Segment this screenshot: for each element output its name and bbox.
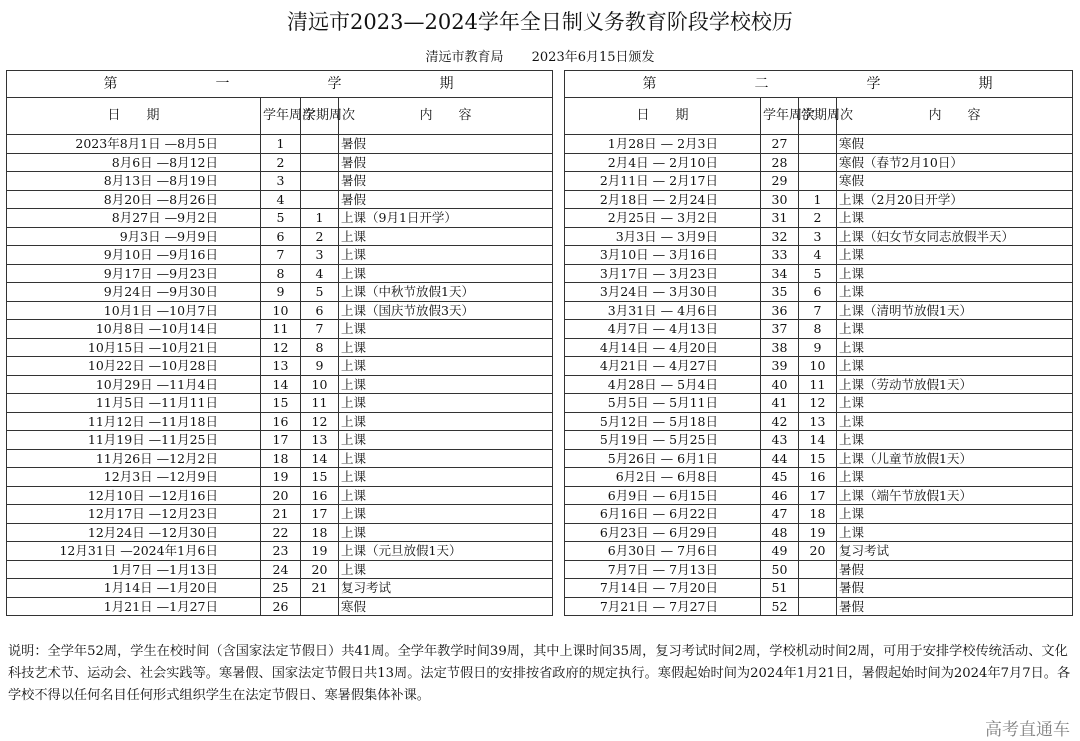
week-content: 上课 [837,357,1073,376]
table-row [7,264,553,283]
week-date-range: 11月26日 —12月2日 [7,449,261,468]
week-date-range: 8月13日 —8月19日 [7,172,261,191]
week-date-range: 4月14日 — 4月20日 [565,338,761,357]
term-week: 15 [301,468,339,487]
year-week: 31 [761,209,799,228]
year-week: 12 [261,338,301,357]
week-date-range: 2月25日 — 3月2日 [565,209,761,228]
table-row [565,283,1073,302]
week-content: 上课（清明节放假1天） [837,301,1073,320]
table-row [7,523,553,542]
week-date-range: 12月17日 —12月23日 [7,505,261,524]
year-week: 27 [761,135,799,154]
year-week: 37 [761,320,799,339]
term-week [799,135,837,154]
week-content: 上课 [339,375,553,394]
week-content: 上课 [339,505,553,524]
year-week: 49 [761,542,799,561]
year-week: 6 [261,227,301,246]
table-row [565,338,1073,357]
week-content: 上课（2月20日开学） [837,190,1073,209]
table-row [7,394,553,413]
week-content: 上课 [339,431,553,450]
week-date-range: 12月3日 —12月9日 [7,468,261,487]
week-content: 上课（妇女节女同志放假半天） [837,227,1073,246]
header-date: 日 期 [565,98,761,135]
week-content: 复习考试 [339,579,553,598]
term-week: 11 [301,394,339,413]
semester2-table [564,70,1073,616]
term-week: 15 [799,449,837,468]
table-row [565,135,1073,154]
table-row [7,579,553,598]
year-week: 46 [761,486,799,505]
year-week: 32 [761,227,799,246]
week-date-range: 11月5日 —11月11日 [7,394,261,413]
week-date-range: 6月23日 — 6月29日 [565,523,761,542]
term-week [799,172,837,191]
week-date-range: 3月24日 — 3月30日 [565,283,761,302]
table-row [7,153,553,172]
week-content: 上课 [339,412,553,431]
year-week: 7 [261,246,301,265]
table-row [565,394,1073,413]
week-content: 上课 [339,246,553,265]
issue-date: 2023年6月15日颁发 [531,50,655,65]
table-row [7,190,553,209]
table-row [565,431,1073,450]
term-week: 6 [301,301,339,320]
year-week: 4 [261,190,301,209]
year-week: 21 [261,505,301,524]
term-week: 17 [301,505,339,524]
year-week: 41 [761,394,799,413]
semester1-title: 第 一 学 期 [7,71,553,98]
term-week: 3 [301,246,339,265]
issue-info [0,46,1080,65]
term-week [301,153,339,172]
week-content: 上课 [339,227,553,246]
table-row [565,190,1073,209]
year-week: 34 [761,264,799,283]
table-row [7,246,553,265]
table-row [565,412,1073,431]
watermark: 高考直通车 [985,720,1070,740]
week-content: 暑假 [339,153,553,172]
term-week: 8 [799,320,837,339]
week-date-range: 3月31日 — 4月6日 [565,301,761,320]
week-date-range: 10月29日 —11月4日 [7,375,261,394]
table-row [7,357,553,376]
table-row [565,209,1073,228]
week-date-range: 9月17日 —9月23日 [7,264,261,283]
week-content: 上课 [339,394,553,413]
table-row [565,449,1073,468]
week-date-range: 2023年8月1日 —8月5日 [7,135,261,154]
week-content: 上课 [339,523,553,542]
term-week: 4 [799,246,837,265]
week-content: 上课 [339,357,553,376]
week-date-range: 6月30日 — 7月6日 [565,542,761,561]
year-week: 33 [761,246,799,265]
week-content: 上课 [339,560,553,579]
year-week: 30 [761,190,799,209]
table-row [565,375,1073,394]
term-week: 9 [301,357,339,376]
week-content: 暑假 [837,560,1073,579]
week-content: 寒假（春节2月10日） [837,153,1073,172]
week-content: 上课 [837,264,1073,283]
year-week: 47 [761,505,799,524]
table-row [565,227,1073,246]
term-week: 7 [301,320,339,339]
table-row [565,486,1073,505]
issuer: 清远市教育局 [425,50,504,65]
week-date-range: 10月1日 —10月7日 [7,301,261,320]
week-content: 暑假 [837,579,1073,598]
year-week: 26 [261,597,301,616]
table-row [565,597,1073,616]
week-content: 上课 [837,468,1073,487]
term-week: 14 [301,449,339,468]
week-content: 上课（元旦放假1天） [339,542,553,561]
week-content: 寒假 [837,135,1073,154]
week-date-range: 5月26日 — 6月1日 [565,449,761,468]
year-week: 50 [761,560,799,579]
week-content: 上课 [339,338,553,357]
term-week: 18 [301,523,339,542]
week-date-range: 1月21日 —1月27日 [7,597,261,616]
table-row [7,468,553,487]
week-content: 上课 [837,505,1073,524]
page-title: 清远市2023—2024学年全日制义务教育阶段学校校历 [287,10,793,34]
week-content: 上课（劳动节放假1天） [837,375,1073,394]
year-week: 35 [761,283,799,302]
week-content: 上课 [837,246,1073,265]
week-content: 上课 [837,431,1073,450]
week-content: 上课（儿童节放假1天） [837,449,1073,468]
year-week: 5 [261,209,301,228]
term-week: 4 [301,264,339,283]
term-week: 21 [301,579,339,598]
table-row [7,283,553,302]
week-content: 上课（9月1日开学） [339,209,553,228]
week-date-range: 3月10日 — 3月16日 [565,246,761,265]
week-date-range: 5月12日 — 5月18日 [565,412,761,431]
week-content: 上课 [339,264,553,283]
week-content: 暑假 [339,190,553,209]
week-content: 上课 [837,320,1073,339]
table-row [7,412,553,431]
year-week: 8 [261,264,301,283]
term-week: 5 [799,264,837,283]
term-week: 10 [301,375,339,394]
table-row [7,597,553,616]
week-content: 上课 [837,412,1073,431]
term-week: 18 [799,505,837,524]
table-row [7,135,553,154]
term-week: 8 [301,338,339,357]
week-date-range: 3月3日 — 3月9日 [565,227,761,246]
table-row [7,172,553,191]
week-date-range: 6月9日 — 6月15日 [565,486,761,505]
term-week: 20 [799,542,837,561]
year-week: 39 [761,357,799,376]
table-row [565,264,1073,283]
week-date-range: 6月2日 — 6月8日 [565,468,761,487]
week-content: 寒假 [339,597,553,616]
term-week: 9 [799,338,837,357]
year-week: 24 [261,560,301,579]
week-date-range: 12月24日 —12月30日 [7,523,261,542]
year-week: 10 [261,301,301,320]
week-date-range: 4月21日 — 4月27日 [565,357,761,376]
year-week: 14 [261,375,301,394]
week-date-range: 2月18日 — 2月24日 [565,190,761,209]
year-week: 44 [761,449,799,468]
term-week [301,172,339,191]
term-week: 14 [799,431,837,450]
table-row [565,357,1073,376]
year-week: 48 [761,523,799,542]
year-week: 51 [761,579,799,598]
term-week: 19 [301,542,339,561]
year-week: 29 [761,172,799,191]
week-date-range: 4月28日 — 5月4日 [565,375,761,394]
week-date-range: 2月4日 — 2月10日 [565,153,761,172]
term-week: 13 [799,412,837,431]
week-content: 暑假 [339,135,553,154]
year-week: 52 [761,597,799,616]
term-week: 20 [301,560,339,579]
week-date-range: 1月7日 —1月13日 [7,560,261,579]
year-week: 19 [261,468,301,487]
year-week: 42 [761,412,799,431]
table-row [565,320,1073,339]
term-week: 12 [799,394,837,413]
term-week: 12 [301,412,339,431]
term-week: 11 [799,375,837,394]
table-row [565,468,1073,487]
header-year-week: 学年周次 [261,98,301,135]
week-content: 上课 [837,209,1073,228]
week-date-range: 2月11日 — 2月17日 [565,172,761,191]
week-date-range: 7月7日 — 7月13日 [565,560,761,579]
week-content: 寒假 [837,172,1073,191]
table-row [7,301,553,320]
week-content: 上课 [837,283,1073,302]
table-row [7,486,553,505]
term-week: 1 [301,209,339,228]
week-date-range: 11月19日 —11月25日 [7,431,261,450]
term-week [799,597,837,616]
year-week: 13 [261,357,301,376]
year-week: 22 [261,523,301,542]
year-week: 11 [261,320,301,339]
table-row [7,227,553,246]
week-content: 上课 [837,523,1073,542]
week-date-range: 8月20日 —8月26日 [7,190,261,209]
term-week: 2 [301,227,339,246]
year-week: 43 [761,431,799,450]
week-date-range: 8月6日 —8月12日 [7,153,261,172]
table-row [565,301,1073,320]
table-row [7,560,553,579]
table-row [565,542,1073,561]
week-date-range: 3月17日 — 3月23日 [565,264,761,283]
table-row [7,449,553,468]
header-content: 内 容 [339,98,553,135]
year-week: 18 [261,449,301,468]
term-week [799,153,837,172]
header-term-week: 学期周次 [301,98,339,135]
table-row [7,542,553,561]
week-date-range: 1月28日 — 2月3日 [565,135,761,154]
week-content: 上课 [837,394,1073,413]
year-week: 1 [261,135,301,154]
table-row [7,505,553,524]
year-week: 45 [761,468,799,487]
week-content: 上课（端午节放假1天） [837,486,1073,505]
week-date-range: 10月15日 —10月21日 [7,338,261,357]
week-date-range: 10月8日 —10月14日 [7,320,261,339]
week-date-range: 9月10日 —9月16日 [7,246,261,265]
year-week: 2 [261,153,301,172]
week-date-range: 8月27日 —9月2日 [7,209,261,228]
term-week: 7 [799,301,837,320]
week-content: 上课 [339,468,553,487]
header-term-week: 学期周次 [799,98,837,135]
table-row [565,172,1073,191]
week-content: 上课 [339,449,553,468]
week-content: 暑假 [339,172,553,191]
year-week: 38 [761,338,799,357]
term-week: 17 [799,486,837,505]
year-week: 25 [261,579,301,598]
week-content: 复习考试 [837,542,1073,561]
semester1-table [6,70,553,616]
term-week: 6 [799,283,837,302]
table-row [7,320,553,339]
term-week: 13 [301,431,339,450]
term-week: 5 [301,283,339,302]
week-date-range: 12月31日 —2024年1月6日 [7,542,261,561]
week-date-range: 5月5日 — 5月11日 [565,394,761,413]
term-week: 16 [799,468,837,487]
week-date-range: 9月3日 —9月9日 [7,227,261,246]
week-content: 上课 [339,486,553,505]
table-row [7,209,553,228]
year-week: 16 [261,412,301,431]
term-week [799,560,837,579]
term-week [301,190,339,209]
table-row [7,431,553,450]
table-row [565,505,1073,524]
week-date-range: 11月12日 —11月18日 [7,412,261,431]
year-week: 15 [261,394,301,413]
year-week: 3 [261,172,301,191]
week-date-range: 9月24日 —9月30日 [7,283,261,302]
week-content: 上课（中秋节放假1天） [339,283,553,302]
term-week: 2 [799,209,837,228]
semester1-rows [7,135,553,616]
term-week [301,597,339,616]
term-week: 3 [799,227,837,246]
week-date-range: 1月14日 —1月20日 [7,579,261,598]
week-content: 上课（国庆节放假3天） [339,301,553,320]
year-week: 36 [761,301,799,320]
term-week: 1 [799,190,837,209]
year-week: 20 [261,486,301,505]
semester2-rows [565,135,1073,616]
explanation-note: 说明：全学年52周，学生在校时间（含国家法定节假日）共41周。全学年教学时间39周，其中上课时间35周，复习考试时间2周，学校机动时间2周，可用于安排学校传统活动、文化科技艺术节、运动会、社会实践等。寒暑假、国家法定节假日共13周。法定节假日的安排按省政府的规定执行。寒假起始时间为2024年1月21日，暑假起始时间为2024年7月7日。各学校不得以任何名目任何形式组织学生在法定节假日、寒暑假集体补课。 [8,644,1071,703]
year-week: 17 [261,431,301,450]
week-date-range: 7月14日 — 7月20日 [565,579,761,598]
term-week: 19 [799,523,837,542]
term-week: 16 [301,486,339,505]
week-date-range: 4月7日 — 4月13日 [565,320,761,339]
semester2-title: 第 二 学 期 [565,71,1073,98]
term-week: 10 [799,357,837,376]
table-row [565,246,1073,265]
year-week: 9 [261,283,301,302]
table-row [7,338,553,357]
header-date: 日 期 [7,98,261,135]
week-date-range: 7月21日 — 7月27日 [565,597,761,616]
table-row [565,579,1073,598]
year-week: 28 [761,153,799,172]
header-content: 内 容 [837,98,1073,135]
week-date-range: 12月10日 —12月16日 [7,486,261,505]
term-week [799,579,837,598]
header-year-week: 学年周次 [761,98,799,135]
week-content: 暑假 [837,597,1073,616]
week-content: 上课 [837,338,1073,357]
table-row [7,375,553,394]
table-row [565,523,1073,542]
week-date-range: 6月16日 — 6月22日 [565,505,761,524]
year-week: 23 [261,542,301,561]
term-week [301,135,339,154]
week-date-range: 5月19日 — 5月25日 [565,431,761,450]
year-week: 40 [761,375,799,394]
table-row [565,560,1073,579]
week-content: 上课 [339,320,553,339]
table-row [565,153,1073,172]
week-date-range: 10月22日 —10月28日 [7,357,261,376]
